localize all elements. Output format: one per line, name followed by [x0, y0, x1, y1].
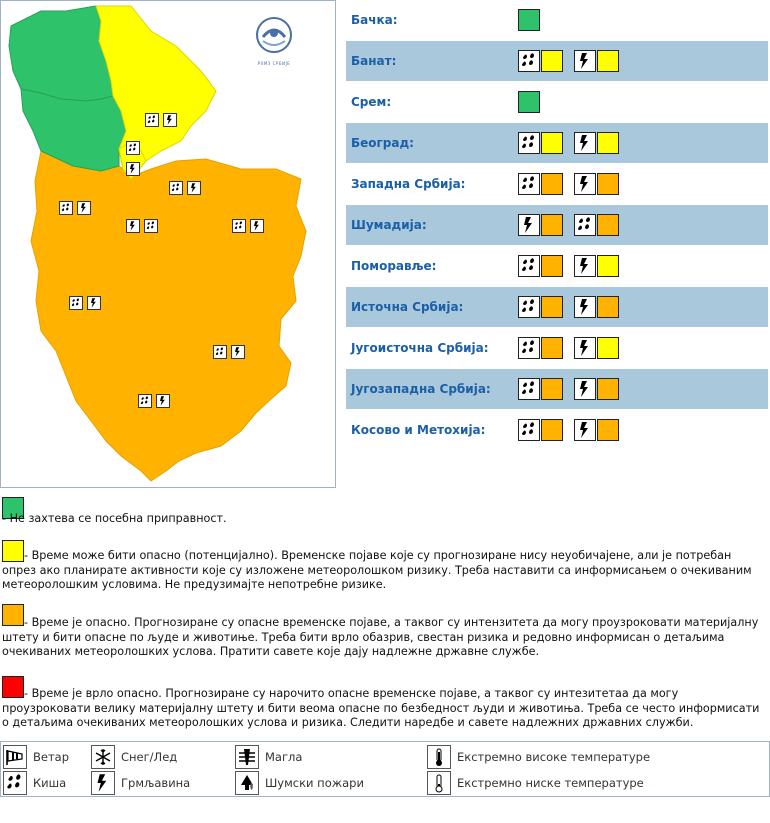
rain-icon — [518, 378, 540, 400]
phenomenon-label: Екстремно ниске температуре — [457, 776, 644, 790]
region-warning[interactable] — [574, 255, 620, 277]
region-warning[interactable] — [518, 337, 564, 359]
map-thunderstorm-icon — [77, 201, 91, 215]
region-row[interactable] — [346, 410, 768, 450]
phenomenon-label: Шумски пожари — [265, 776, 364, 790]
warning-level-swatch — [597, 214, 619, 236]
warning-level-swatch — [597, 296, 619, 318]
region-warning[interactable] — [574, 214, 620, 236]
region-warning[interactable] — [574, 337, 620, 359]
map-rain-icon — [169, 181, 183, 195]
region-row[interactable] — [346, 328, 768, 368]
warning-level-swatch — [597, 419, 619, 441]
warning-level-swatch — [541, 337, 563, 359]
legend-yellow-text: - Време може бити опасно (потенцијално). Временске појаве које су прогнозиране нису неуобичајене, али је потребан опрез ако планирате активности које су изложене метеоролошком ризику. Треба наставити са информисањем о очекиваним метеоролошким условима. Не предузимајте непотребне ризике. — [2, 549, 752, 591]
region-row[interactable] — [346, 82, 768, 122]
rain-icon — [518, 173, 540, 195]
phenomenon-label: Магла — [265, 750, 303, 764]
legend-red-text: - Време је врло опасно. Прогнозиране су нарочито опасне временске појаве, а таквог су интезитетаа да могу проузроковати велику материјалну штету и бити веома опасне по безбедност људи и животиња. Треба се често информисати о детаљима очекиваних метеоролошких услова и ризика. Следити наредбе и савете надлежних државних служби. — [2, 687, 760, 729]
warning-map — [0, 0, 336, 488]
warning-level-swatch — [541, 173, 563, 195]
region-warning[interactable] — [574, 419, 620, 441]
thunderstorm-icon — [518, 214, 540, 236]
map-rain-icon — [213, 345, 227, 359]
map-region-backa[interactable] — [9, 6, 113, 101]
map-thunderstorm-icon — [156, 394, 170, 408]
region-level-swatch — [518, 9, 540, 31]
warning-level-swatch — [541, 50, 563, 72]
map-rain-icon — [144, 219, 158, 233]
high-temperature-icon — [427, 745, 451, 769]
warning-level-swatch — [597, 255, 619, 277]
warning-level-swatch — [541, 419, 563, 441]
warning-level-swatch — [597, 50, 619, 72]
region-name: Косово и Метохија: — [351, 423, 486, 437]
wind-icon — [3, 745, 27, 769]
region-row[interactable] — [346, 205, 768, 245]
rain-icon — [518, 296, 540, 318]
phenomenon-label: Грмљавина — [121, 776, 191, 790]
map-thunderstorm-icon — [250, 219, 264, 233]
thunderstorm-icon — [91, 771, 115, 795]
rhmz-logo — [249, 13, 299, 63]
map-rain-icon — [126, 141, 140, 155]
region-name: Западна Србија: — [351, 177, 466, 191]
thunderstorm-icon — [574, 296, 596, 318]
region-warning[interactable] — [518, 296, 564, 318]
warning-level-swatch — [541, 255, 563, 277]
map-thunderstorm-icon — [163, 113, 177, 127]
region-warning[interactable] — [518, 173, 564, 195]
region-row[interactable] — [346, 123, 768, 163]
region-warning[interactable] — [518, 419, 564, 441]
region-name: Банат: — [351, 54, 397, 68]
phenomenon-label: Киша — [33, 776, 67, 790]
warning-level-swatch — [597, 173, 619, 195]
rain-icon — [518, 419, 540, 441]
phenomenon-label: Снег/Лед — [121, 750, 178, 764]
legend-green-text: - Не захтева се посебна приправност. — [2, 512, 227, 525]
region-name: Југозападна Србија: — [351, 382, 491, 396]
thunderstorm-icon — [574, 132, 596, 154]
rain-icon — [518, 337, 540, 359]
map-thunderstorm-icon — [126, 219, 140, 233]
regions-table — [346, 0, 770, 488]
region-name: Југоисточна Србија: — [351, 341, 489, 355]
map-rain-icon — [138, 394, 152, 408]
forest-fire-icon — [235, 771, 259, 795]
thunderstorm-icon — [574, 378, 596, 400]
serbia-map — [1, 1, 336, 488]
region-row[interactable] — [346, 287, 768, 327]
rain-icon — [518, 50, 540, 72]
map-thunderstorm-icon — [187, 181, 201, 195]
map-rain-icon — [69, 296, 83, 310]
warning-level-swatch — [541, 378, 563, 400]
low-temperature-icon — [427, 771, 451, 795]
snow-ice-icon — [91, 745, 115, 769]
map-rain-icon — [232, 219, 246, 233]
region-name: Београд: — [351, 136, 414, 150]
region-warning[interactable] — [518, 132, 564, 154]
map-thunderstorm-icon — [126, 162, 140, 176]
phenomenon-label: Ветар — [33, 750, 70, 764]
map-region-srem[interactable] — [21, 89, 126, 171]
region-row[interactable] — [346, 369, 768, 409]
map-rain-icon — [145, 113, 159, 127]
warning-level-swatch — [597, 337, 619, 359]
map-thunderstorm-icon — [231, 345, 245, 359]
region-name: Шумадија: — [351, 218, 427, 232]
phenomenon-label: Екстремно високе температуре — [457, 750, 651, 764]
fog-icon — [235, 745, 259, 769]
region-warning[interactable] — [518, 378, 564, 400]
region-name: Бачка: — [351, 13, 398, 27]
warning-level-swatch — [541, 132, 563, 154]
rain-icon — [3, 771, 27, 795]
thunderstorm-icon — [574, 337, 596, 359]
map-rain-icon — [59, 201, 73, 215]
warning-level-swatch — [597, 132, 619, 154]
legend-orange-text: - Време је опасно. Прогнозиране су опасне временске појаве, а таквог су интензитета да могу проузроковати материјалну штету и бити опасне по људе и животиње. Треба бити врло обазрив, свестан ризика и редовно информисан о детаљима очекиваних метеоролошких услова. Пратити савете које дају надлежне државне службе. — [2, 616, 759, 658]
rain-icon — [518, 255, 540, 277]
region-warning[interactable] — [518, 255, 564, 277]
region-row[interactable] — [346, 0, 768, 40]
map-thunderstorm-icon — [87, 296, 101, 310]
region-warning[interactable] — [574, 378, 620, 400]
region-warning[interactable] — [574, 50, 620, 72]
region-row[interactable] — [346, 246, 768, 286]
logo-caption: РХМЗ СРБИЈЕ — [257, 61, 291, 66]
region-warning[interactable] — [574, 296, 620, 318]
region-row[interactable] — [346, 41, 768, 81]
warning-level-swatch — [541, 214, 563, 236]
region-name: Поморавље: — [351, 259, 437, 273]
region-warning[interactable] — [574, 132, 620, 154]
region-warning[interactable] — [518, 214, 564, 236]
region-level-swatch — [518, 91, 540, 113]
rain-icon — [574, 214, 596, 236]
region-warning[interactable] — [518, 50, 564, 72]
region-warning[interactable] — [574, 173, 620, 195]
rain-icon — [518, 132, 540, 154]
thunderstorm-icon — [574, 50, 596, 72]
thunderstorm-icon — [574, 419, 596, 441]
thunderstorm-icon — [574, 173, 596, 195]
region-row[interactable] — [346, 164, 768, 204]
warning-level-swatch — [541, 296, 563, 318]
thunderstorm-icon — [574, 255, 596, 277]
region-name: Источна Србија: — [351, 300, 464, 314]
warning-level-swatch — [597, 378, 619, 400]
phenomena-legend — [0, 741, 770, 797]
region-name: Срем: — [351, 95, 392, 109]
